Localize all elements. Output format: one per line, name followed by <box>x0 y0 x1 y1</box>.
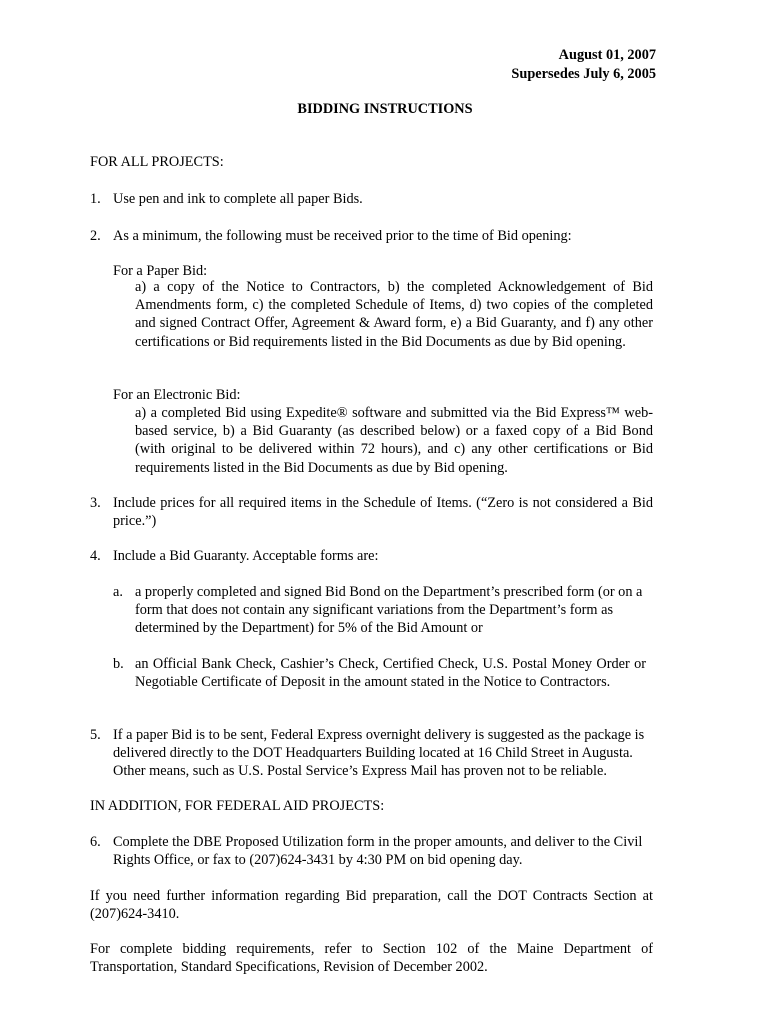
item-3-number: 3. <box>90 495 101 511</box>
document-header <box>511 46 656 83</box>
paper-bid-requirements: a) a copy of the Notice to Contractors, b) the completed Acknowledgement of Bid Amendments form, c) the completed Schedule of Items, d) two copies of the completed and signed Contract Offer, Agreement & Award form, e) a Bid Guaranty, and f) any other certifications or Bid requirements listed in the Bid Documents as due by Bid opening. <box>135 279 653 350</box>
supersedes-note: Supersedes July 6, 2005 <box>511 65 656 82</box>
item-2-text: As a minimum, the following must be received prior to the time of Bid opening: <box>113 228 572 244</box>
document-date: August 01, 2007 <box>558 47 656 63</box>
item-4a-letter: a. <box>113 584 123 600</box>
item-4-text: Include a Bid Guaranty. Acceptable forms are: <box>113 548 379 564</box>
item-5-number: 5. <box>90 727 101 743</box>
item-4-number: 4. <box>90 548 101 564</box>
electronic-bid-heading: For an Electronic Bid: <box>113 387 241 403</box>
complete-requirements-paragraph: For complete bidding requirements, refer to Section 102 of the Maine Department of Transportation, Standard Specifications, Revision of December 2002. <box>90 941 653 976</box>
electronic-bid-requirements: a) a completed Bid using Expedite® software and submitted via the Bid Express™ web-based service, b) a Bid Guaranty (as described below) or a faxed copy of a Bid Bond (with original to be delivered within 72 hours), and c) any other certifications or Bid requirements listed in the Bid Documents as due by Bid opening. <box>135 405 653 476</box>
section-heading-all-projects: FOR ALL PROJECTS: <box>90 154 224 170</box>
item-1-text: Use pen and ink to complete all paper Bids. <box>113 191 363 207</box>
item-2-number: 2. <box>90 228 101 244</box>
further-info-paragraph: If you need further information regarding Bid preparation, call the DOT Contracts Section at (207)624-3410. <box>90 888 653 923</box>
section-heading-federal-aid: IN ADDITION, FOR FEDERAL AID PROJECTS: <box>90 798 385 814</box>
item-4b-text: an Official Bank Check, Cashier’s Check, Certified Check, U.S. Postal Money Order or Negotiable Certificate of Deposit in the amount stated in the Notice to Contractors. <box>135 656 646 691</box>
item-1-number: 1. <box>90 191 101 207</box>
item-6-number: 6. <box>90 834 101 850</box>
item-5-text: If a paper Bid is to be sent, Federal Express overnight delivery is suggested as the package is delivered directly to the DOT Headquarters Building located at 16 Child Street in Augusta. Other means, such as U.S. Postal Service’s Express Mail has proven not to be reliable. <box>113 727 645 780</box>
item-3-text: Include prices for all required items in the Schedule of Items. (“Zero is not considered a Bid price.”) <box>113 495 653 530</box>
item-4a-text: a properly completed and signed Bid Bond on the Department’s prescribed form (or on a form that does not contain any significant variations from the Department’s form as determined by the Department) for 5% of the Bid Amount or <box>135 584 643 637</box>
item-4b-letter: b. <box>113 656 124 672</box>
item-6-text: Complete the DBE Proposed Utilization form in the proper amounts, and deliver to the Civil Rights Office, or fax to (207)624-3431 by 4:30 PM on bid opening day. <box>113 834 643 869</box>
paper-bid-heading: For a Paper Bid: <box>113 263 208 279</box>
document-title: BIDDING INSTRUCTIONS <box>297 101 473 117</box>
